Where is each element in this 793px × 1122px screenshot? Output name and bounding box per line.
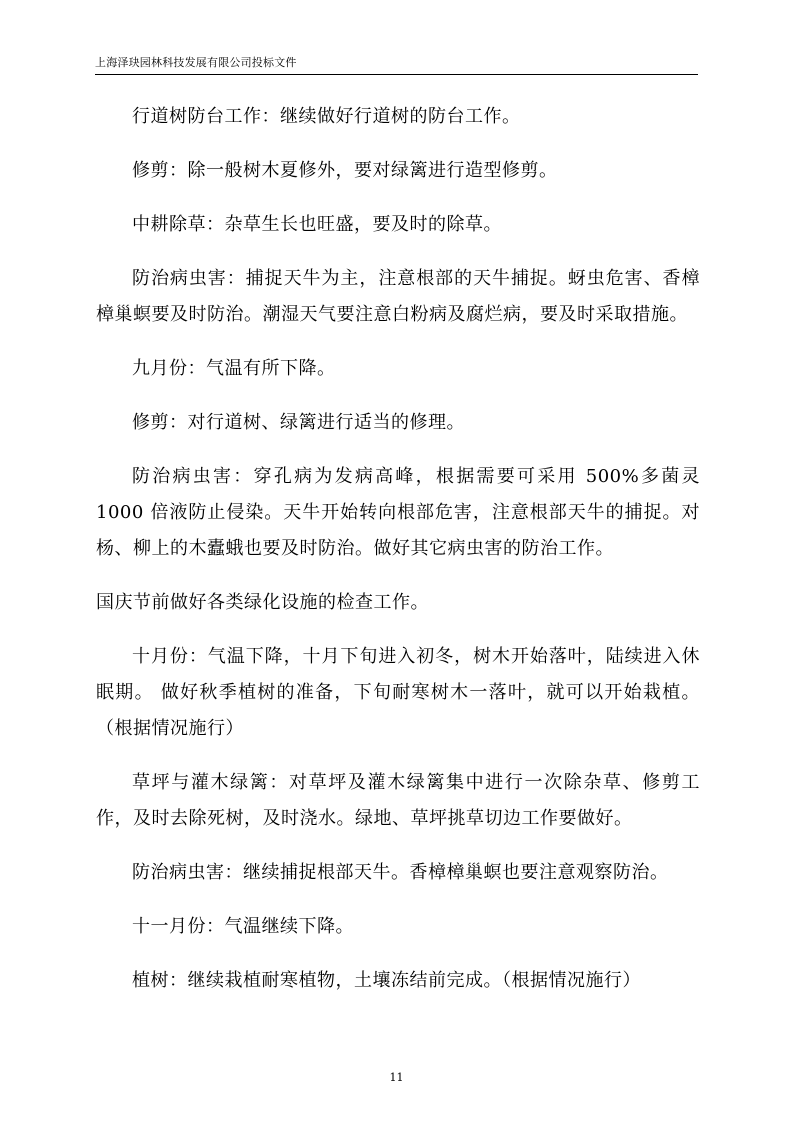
page-header xyxy=(95,54,698,75)
paragraph: 修剪：对行道树、绿篱进行适当的修理。 xyxy=(132,412,465,433)
paragraph: 防治病虫害：穿孔病为发病高峰，根据需要可采用 500%多菌灵 1000 倍液防止侵染。天牛开始转向根部危害，注意根部天牛的捕捉。对杨、柳上的木蠹蛾也要及时防治。做好其它病虫害的防治工作。 xyxy=(96,466,700,559)
paragraph: 行道树防台工作：继续做好行道树的防台工作。 xyxy=(132,106,521,127)
paragraph: 修剪：除一般树木夏修外，要对绿篱进行造型修剪。 xyxy=(132,160,558,181)
paragraph: 草坪与灌木绿篱：对草坪及灌木绿篱集中进行一次除杂草、修剪工作，及时去除死树，及时浇水。绿地、草坪挑草切边工作要做好。 xyxy=(96,772,700,829)
paragraph: 国庆节前做好各类绿化设施的检查工作。 xyxy=(96,592,429,613)
paragraph: 中耕除草：杂草生长也旺盛，要及时的除草。 xyxy=(132,214,502,235)
paragraph: 植树：继续栽植耐寒植物，土壤冻结前完成。（根据情况施行） xyxy=(132,970,641,991)
page-number: 11 xyxy=(389,1071,404,1084)
paragraph: 十一月份：气温继续下降。 xyxy=(132,916,354,937)
paragraph: 九月份：气温有所下降。 xyxy=(132,358,336,379)
document-body xyxy=(96,99,700,999)
header-title: 上海泽玦园林科技发展有限公司投标文件 xyxy=(95,56,297,69)
paragraph: 十月份：气温下降，十月下旬进入初冬，树木开始落叶，陆续进入休眠期。 做好秋季植树的准备，下旬耐寒树木一落叶，就可以开始栽植。（根据情况施行） xyxy=(96,646,700,739)
paragraph: 防治病虫害：继续捕捉根部天牛。香樟樟巢螟也要注意观察防治。 xyxy=(132,862,669,883)
paragraph: 防治病虫害：捕捉天牛为主，注意根部的天牛捕捉。蚜虫危害、香樟樟巢螟要及时防治。潮湿天气要注意白粉病及腐烂病，要及时采取措施。 xyxy=(96,268,700,325)
